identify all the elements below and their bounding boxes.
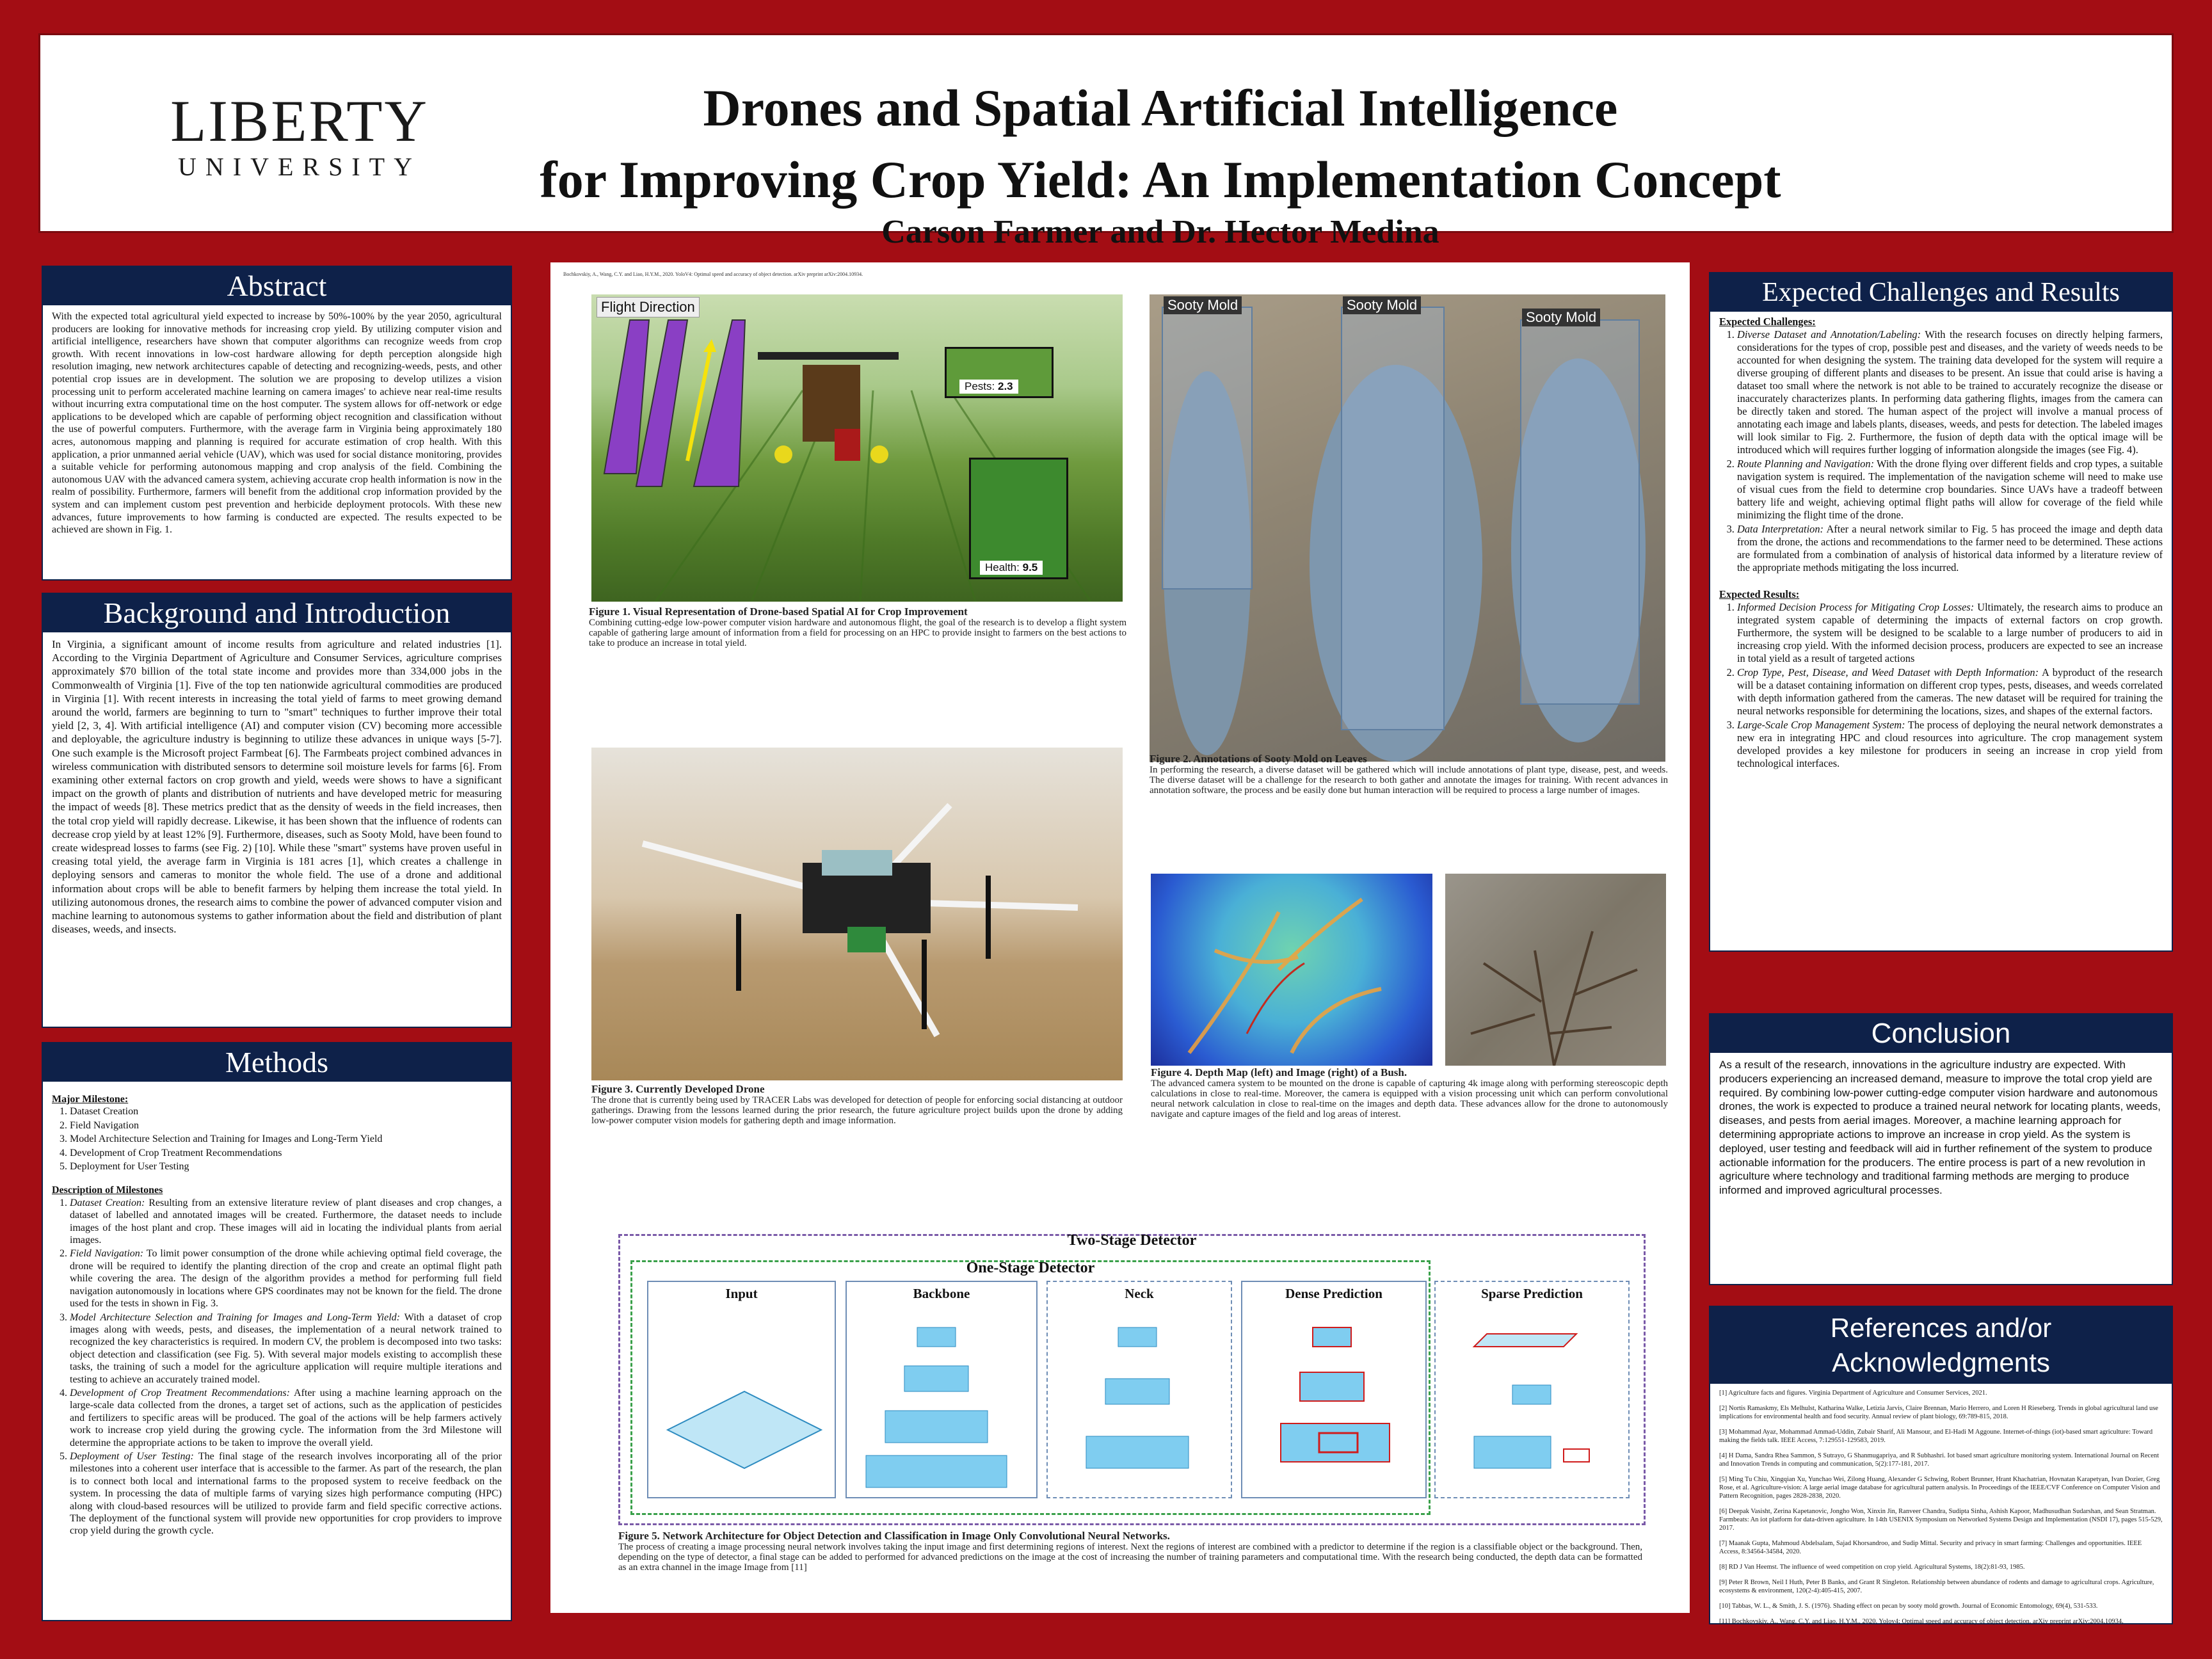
figure-1-title: Figure 1. Visual Representation of Drone-based Spatial AI for Crop Improvement — [589, 605, 968, 618]
references-heading-line-2: Acknowledgments — [1832, 1347, 2050, 1377]
depth-map-image — [1151, 874, 1432, 1066]
reference-item: [7] Maanak Gupta, Mahmoud Abdelsalam, Sajad Khorsandroo, and Sudip Mittal. Security and privacy in smart farming: Challenges and opportunities. IEEE Access, 8:34564-34584, 2020. — [1719, 1540, 2142, 1555]
methods-body — [43, 1082, 511, 1544]
neck-stage-box — [1046, 1281, 1232, 1498]
sparse-prediction-icon — [1436, 1302, 1631, 1494]
item-name: Informed Decision Process for Mitigating Crop Losses: — [1737, 601, 1975, 613]
sooty-mold-label-3: Sooty Mold — [1522, 309, 1600, 326]
item-name: Model Architecture Selection and Training for Images and Long-Term Yield: — [70, 1311, 400, 1323]
health-inset — [969, 458, 1068, 579]
challenges-section — [1709, 272, 2173, 952]
drone-field-photo — [591, 294, 1123, 602]
sooty-mold-label-2: Sooty Mold — [1343, 296, 1421, 314]
milestone-title: Major Milestone: — [52, 1094, 129, 1105]
title-line-1: Drones and Spatial Artificial Intelligence — [703, 79, 1618, 137]
milestone-list — [52, 1105, 502, 1173]
item-text: A byproduct of the research will be a dataset containing information on different crop types, pests, diseases, and weeds correlated with depth information gathered from the cameras. The new dataset will be required for training the neural networks responsible for determining the locations, sizes, and shapes of the external factors. — [1737, 666, 2163, 717]
dense-prediction-stage-box — [1241, 1281, 1427, 1498]
depth-map-illustration — [1151, 874, 1432, 1066]
drone-illustration — [591, 748, 1123, 1080]
drone-photo — [591, 748, 1123, 1080]
item-text: The final stage of the research involves incorporating all of the prior milestones into a coherent user interface that is accessible to the farmer. As part of the research, the plan is to connect both local and international farms to the proposed system to receive feedback on the system. In processing the data of multiple farms of varying sizes high performance computing (HPC) along with cloud-based resources will be utilized to provide farm and field specific corrective actions. The deployment of the functional system will provide new opportunities for crop providers to improve crop yield during the growth cycle. — [70, 1450, 502, 1537]
figure-2-title: Figure 2. Annotations of Sooty Mold on Leaves — [1150, 753, 1367, 765]
flight-direction-label: Flight Direction — [597, 297, 700, 317]
pests-readout — [959, 380, 1018, 394]
item-text: To limit power consumption of the drone while achieving optimal field coverage, the drone will be required to identify the planting direction of the crop and create an optimal flight path while covering the area. The design of the algorithm provides a method for performing full field navigation autonomously in locations where GPS coordinates may not be known for the field. The drone used for the tests in shown in Fig. 3. — [70, 1248, 502, 1310]
list-item — [1737, 719, 2163, 770]
list-item: 4. Development of Crop Treatment Recommendations — [70, 1147, 502, 1159]
item-name: Dataset Creation: — [70, 1197, 145, 1208]
dense-prediction-icon — [1242, 1302, 1428, 1494]
results-title: Expected Results: — [1719, 588, 1800, 600]
reference-item: [6] Deepak Vasisht, Zerina Kapetanovic, Jongho Won, Xinxin Jin, Ranveer Chandra, Sudipta Sinha, Ashish Kapoor, Madhusudhan Sudarshan, and Sean Stratman. Farmbeats: An iot platform for data-driven agriculture. In 14th USENIX Symposium on Networked Systems Design and Implementation (NSDI 17), pages 515-529, 2017. — [1719, 1508, 2163, 1532]
figure-3-caption — [591, 1084, 1123, 1126]
sooty-mold-photo — [1150, 294, 1665, 762]
item-text: After a neural network similar to Fig. 5 has proceed the image and depth data from the drone, the actions and recommendations to the farmer need to be determined. These actions are formulated from a combination of analysis of historical data informed by a literature review of the appropriate methods mitigating the loss incurred. — [1737, 523, 2163, 573]
title-line-2: for Improving Crop Yield: An Implementation Concept — [540, 150, 1781, 209]
pests-label: Pests: — [965, 380, 995, 392]
item-text: After using a machine learning approach on the large-scale data collected from the drones, a target set of actions, such as the application of pesticides and fertilizers to specific areas will be produced. The goal of the actions will be help farmers actively work to increase crop yield during the growing cycle. The information from the 3rd Milestone will determine the appropriate actions to be taken to improve the overall yield. — [70, 1387, 502, 1448]
two-stage-detector-box — [618, 1234, 1646, 1525]
abstract-section — [42, 266, 512, 581]
item-text: With a dataset of crop images along with weeds, pests, and diseases, the implementation of a neural network trained to recognized the key characteristics is required. In modern CV, the problem is decomposed into two tasks: object detection and classification (see Fig. 5). With several major models existing to accomplish these tasks, the training of such a model for the agriculture application will require multiple iterations and testing to achieve an accurately trained model. — [70, 1311, 502, 1385]
challenges-list — [1719, 328, 2163, 574]
bush-image — [1445, 874, 1666, 1066]
health-label: Health: — [985, 561, 1020, 573]
backbone-layers-icon — [847, 1302, 1039, 1494]
item-name: Data Interpretation: — [1737, 523, 1823, 535]
stage-label: Input — [725, 1286, 758, 1301]
list-item — [70, 1311, 502, 1386]
figure-4-text: The advanced camera system to be mounted on the drone is capable of capturing 4k image along with performing stereoscopic depth calculations in close to real-time. Moreover, the camera is equipped with a vision processing unit which can perform convolutional neural network calculation in close to real-time on the images and depth data. These advances allow for the drone to autonomously navigate and capture images of the field and log areas of interest. — [1151, 1078, 1668, 1119]
list-item — [1737, 458, 2163, 522]
health-value: 9.5 — [1022, 561, 1038, 573]
pests-value: 2.3 — [997, 380, 1013, 392]
results-list — [1719, 601, 2163, 770]
input-tensor-icon — [648, 1302, 837, 1494]
reference-item: [9] Peter R Brown, Neil I Huth, Peter B Banks, and Grant R Singleton. Relationship between abundance of rodents and damage to agricultural crops. Agriculture, ecosystems & environment, 120(2-4):405-415, 2007. — [1719, 1579, 2154, 1594]
conclusion-heading: Conclusion — [1710, 1014, 2172, 1053]
figure-1-caption — [589, 607, 1126, 648]
challenges-title: Expected Challenges: — [1719, 316, 1816, 328]
reference-item: [3] Mohammad Ayaz, Mohammad Ammad-Uddin, Zubair Sharif, Ali Mansour, and El-Hadi M Aggoune. Internet-of-things (iot)-based smart agriculture: Toward making the fields talk. IEEE Access, 7:129551-129583, 2019. — [1719, 1429, 2153, 1444]
poster-header — [38, 33, 2174, 250]
references-section — [1709, 1306, 2173, 1624]
item-name: Crop Type, Pest, Disease, and Weed Dataset with Depth Information: — [1737, 666, 2039, 678]
item-text: With the research focuses on directly helping farmers, considerations for the types of crop, possible pest and diseases, and the variety of weeds needs to be accounted for when designing the system. The training data developed for the system will require a diverse grouping of different plants and diseases to be present. An issue that could arise is having a dataset too small where the network is not able to be trained to accurately recognize the disease or inaccurately characterizes plants. In performing data gathering flights, images from the camera can be directly taken and stored. The human aspect of the project will involve a manual process of annotating each image and labels plants, diseases, weeds, and pests for detection. The labeled images will look similar to Fig. 2. Furthermore, the fusion of depth data with the optical image will be introduced which will requires further logging of information alongside the images (see Fig. 4). — [1737, 328, 2163, 456]
logo-wordmark: LIBERTY — [170, 88, 429, 154]
item-name: Field Navigation: — [70, 1248, 144, 1260]
reference-item: [2] Nortis Ramaskmy, Els Melhulst, Katharina Walke, Letizia Jarvis, Claire Brennan, Mario Herrero, and Loren H Rieseberg. Trends in global agricultural land use implications for environmental health and food security. Annual review of plant biology, 69:789-815, 2018. — [1719, 1405, 2158, 1420]
panel-reference-note: Bochkovskiy, A., Wang, C.Y. and Liao, H.Y.M., 2020. YoloV4: Optimal speed and accuracy of object detection. arXiv preprint arXiv:2004.10934. — [563, 271, 863, 277]
figure-2-text: In performing the research, a diverse dataset will be gathered which will include annotations of plant type, disease, pest, and weeds. The diverse dataset will be a challenge for the research to both gather and annotate the images for training. With recent advances in annotation software, the process and be easily done but human interaction will be required to process a large number of images. — [1150, 765, 1668, 796]
references-heading — [1710, 1307, 2172, 1384]
reference-item: [1] Agriculture facts and figures. Virginia Department of Agriculture and Consumer Services, 2021. — [1719, 1390, 1987, 1397]
neck-layers-icon — [1048, 1302, 1233, 1494]
background-section — [42, 593, 512, 1028]
reference-item: [8] RD J Van Heemst. The influence of weed competition on crop yield. Agricultural Systems, 18(2):81-93, 1985. — [1719, 1564, 2025, 1571]
conclusion-section — [1709, 1013, 2173, 1285]
reference-item: [5] Ming Tu Chiu, Xingqian Xu, Yunchao Wei, Zilong Huang, Alexander G Schwing, Robert Brunner, Hrant Khachatrian, Hovnatan Karapetyan, Ivan Dozier, Greg Rose, et al. Agriculture-vision: A large aerial image database for agricultural pattern analysis. In Proceedings of the IEEE/CVF Conference on Computer Vision and Pattern Recognition, pages 2828-2838, 2020. — [1719, 1476, 2160, 1500]
figure-5-caption — [618, 1531, 1642, 1573]
list-item — [70, 1197, 502, 1247]
input-stage-box — [647, 1281, 836, 1498]
list-item: 5. Deployment for User Testing — [70, 1160, 502, 1173]
abstract-text: With the expected total agricultural yield expected to increase by 50%-100% by the year 2050, agricultural producers are looking for innovative methods for increasing crop yield. By utilizing computer vision and artificial intelligence, researchers have shown that computer algorithms can recognize weeds from crop growth. With recent innovations in low-cost hardware allowing for depth perception alongside high resolution imaging, new network architectures capable of detecting and recognizing-weeds, pests, and other potential crop issues are in development. The solution we are proposing to develop utilizes a vision processing unit to perform accelerated machine learning on camera images' to achieve near real-time results without incurring extra computational time on the host computer. The system allows for off-network or edge applications to be developed which are capable of performing object recognition and classification without the use of powerful computers. Furthermore, with the average farm in Virginia being approximately 180 acres, autonomous mapping and planning is required for accurate estimation of crop health. With this application, a prior unmanned aerial vehicle (UAV), which was used for social distance monitoring, provides a suitable vehicle for performing autonomous mapping and crop analysis of the field. Combining the autonomous UAV with the advanced camera system, achieving accurate crop health information is now in the realm of possibility. Furthermore, farmers will benefit from the additional crop information provided by the system and can implement custom pest prevention and herbicide deployment protocols. With these new advances, future improvements to how farming is conducted are expected. The results expected to be achieved are shown in Fig. 1. — [52, 311, 502, 536]
item-name: Development of Crop Treatment Recommendations: — [70, 1387, 290, 1399]
pests-inset — [945, 347, 1054, 398]
item-name: Large-Scale Crop Management System: — [1737, 719, 1905, 731]
sooty-mold-illustration — [1150, 294, 1665, 762]
one-stage-detector-label: One-Stage Detector — [966, 1260, 1095, 1276]
two-stage-detector-label: Two-Stage Detector — [1067, 1232, 1197, 1249]
list-item — [1737, 328, 2163, 456]
list-item — [1737, 601, 2163, 665]
stage-label: Dense Prediction — [1285, 1286, 1382, 1301]
challenges-heading: Expected Challenges and Results — [1710, 273, 2172, 312]
health-readout — [980, 561, 1043, 575]
sparse-prediction-stage-box — [1434, 1281, 1630, 1498]
sooty-mold-label-1: Sooty Mold — [1164, 296, 1242, 314]
figure-1-text: Combining cutting-edge low-power computer vision hardware and autonomous flight, the goal of the research is to develop a flight system capable of gathering large amount of information from a field for processing on an HPC to provide insight to farmers on the best actions to take to produce an increase in total yield. — [589, 618, 1126, 648]
figure-5-title: Figure 5. Network Architecture for Object Detection and Classification in Image Only Convolutional Neural Networks. — [618, 1530, 1170, 1542]
list-item — [1737, 523, 2163, 574]
reference-item: [10] Tabbas, W. L., & Smith, J. S. (1976). Shading effect on pecan by sooty mold growth. Journal of Economic Entomology, 69(4), 531-533. — [1719, 1603, 2098, 1610]
backbone-stage-box — [846, 1281, 1038, 1498]
abstract-heading: Abstract — [43, 267, 511, 305]
list-item — [70, 1247, 502, 1310]
conclusion-text: As a result of the research, innovations in the agriculture industry are expected. With producers experiencing an increased demand, measure to improve the total crop yield are required. By combining low-power cutting-edge computer vision hardware and autonomous drones, the work is expected to produce a trained neural network for locating plants, weeds, diseases, and pests from aerial images. Moreover, a machine learning approach for determining appropriate actions to improve an increase in crop yield. As the system is deployed, user testing and feedback will aid in further refinement of the system to produce actionable information for the producers. The entire process is part of a new revolution in agriculture where technology and traditional farming methods are merging to produce informed and improved agricultural processes. — [1719, 1059, 2161, 1197]
figure-3-text: The drone that is currently being used by TRACER Labs was developed for detection of people for enforcing social distancing at outdoor gatherings. Drawing from the lessons learned during the prior research, the future agriculture project builds upon the drone by adding low-power computer vision models for gathering depth and image information. — [591, 1095, 1123, 1126]
item-text: Ultimately, the research aims to produce an integrated system capable of determining the impacts of external factors on crop growth. Furthermore, the system will be designed to be scalable to a large number of producers to aid in increasing crop yield. With the informed decision process, producers are expected to see an increase in total yield as a result of targeted actions — [1737, 601, 2163, 664]
figure-2-caption — [1150, 754, 1668, 796]
references-heading-line-1: References and/or — [1830, 1313, 2052, 1343]
list-item — [70, 1450, 502, 1537]
item-text: The process of deploying the neural network demonstrates a new era in integrating HPC and cloud resources into agriculture. The crop management system developed provides a key milestone for producers in seeing an increase in crop yield from technological interfaces. — [1737, 719, 2163, 769]
list-item: 1. Dataset Creation — [70, 1105, 502, 1118]
stage-label: Neck — [1125, 1286, 1154, 1301]
references-list — [1710, 1384, 2172, 1638]
item-text: With the drone flying over different fields and crop types, a suitable navigation system is required. The implementation of the navigation scheme will need to make use of visual cues from the field to determine crop boundaries. Since UAVs have a tradeoff between battery life and weight, achieving optimal flight paths will allow for coverage of the field while minimizing the flight time of the drone. — [1737, 458, 2163, 521]
reference-item: [4] H Dama, Sandra Rhea Sammon, S Sutrayo, G Shanmugapriya, and R Subhashri. Iot based smart agriculture monitoring system. International Journal on Recent and Innovation Trends in computing and communication, 5(2):177-181, 2017. — [1719, 1452, 2160, 1468]
list-item: 2. Field Navigation — [70, 1119, 502, 1132]
list-item — [70, 1387, 502, 1449]
background-heading: Background and Introduction — [43, 594, 511, 632]
logo-subtitle: UNIVERSITY — [178, 152, 421, 181]
figure-4-caption — [1151, 1068, 1668, 1119]
methods-heading: Methods — [43, 1043, 511, 1082]
item-name: Diverse Dataset and Annotation/Labeling: — [1737, 328, 1921, 341]
item-text: Resulting from an extensive literature review of plant diseases and crop changes, a dataset of labelled and annotated images will be created. Furthermore, the dataset needs to include images of the host plant and crop. These images will aid in locating the individual plants from aerial images. — [70, 1197, 502, 1246]
figures-panel — [550, 262, 1690, 1613]
item-name: Route Planning and Navigation: — [1737, 458, 1875, 470]
liberty-logo — [152, 88, 447, 181]
methods-section — [42, 1042, 512, 1621]
poster-authors: Carson Farmer and Dr. Hector Medina — [881, 214, 1439, 250]
description-title: Description of Milestones — [52, 1185, 163, 1196]
challenges-body — [1710, 312, 2172, 776]
list-item — [1737, 666, 2163, 717]
item-name: Deployment of User Testing: — [70, 1450, 194, 1462]
list-item: 3. Model Architecture Selection and Training for Images and Long-Term Yield — [70, 1133, 502, 1145]
figure-3-title: Figure 3. Currently Developed Drone — [591, 1083, 765, 1095]
poster-title — [424, 72, 1896, 216]
figure-5-text: The process of creating a image processing neural network involves taking the input image and first determining regions of interest. Next the regions of interest are combined with a predictor to determine if the region is a classifiable object or the background. Then, depending on the type of detector, a final stage can be added to performed for advanced predictions on the image at the cost of increasing the number of training parameters and computational time. With the research being conducted, the depth data can be formatted as an extra channel in the image Image from [11] — [618, 1542, 1642, 1573]
background-text: In Virginia, a significant amount of income results from agriculture and related industries [1]. According to the Virginia Department of Agriculture and Consumer Services, agriculture comprises approximately $70 billion of the total state income and provides more than 334,000 jobs in the Commonwealth of Virginia [1]. Five of the top ten nationwide agricultural commodities are produced in Virginia [1]. With recent interests in increasing the total yield of farms to meet growing demand around the world, farmers are beginning to turn to "smart" techniques to further improve their total yield [2, 3, 4]. With artificial intelligence (AI) and computer vision (CV) becoming more accessible and deployable, the agriculture industry is beginning to utilize these advances in unique ways [5-7]. One such example is the Microsoft project Farmbeat [6]. The Farmbeats project combined advances in wireless communication with distributed sensors to determine soil moisture levels for farms [6]. From examining other external factors on crop growth and yield, weeds were shows to have a significant impact on the growth of plants and distribution of nutrients and have developed metric for measuring the impact of weeds [8]. These metrics predict that as the density of weeds in the field increases, then the total crop yield will rapidly decrease. Likewise, it has been shown that the influence of rodents can decrease crop yield by at least 12% [9]. Furthermore, diseases, such as Sooty Mold, have been found to create widespread losses to farms (see Fig. 2) [10]. While these "smart" systems have proven useful in creasing total yield, the average farm in Virginia is 181 acres [1], which creates a challenge in deploying sensors and cameras to monitor the whole field. The use of a drone and additional information about crops will be able to benefit farmers by helping them increase the total yield. In utilizing autonomous drones, the research aims to combine the power of advanced computer vision and machine learning to autonomous systems to gather information about the field and distribution of plant diseases, weeds, and insects. — [52, 638, 502, 936]
stage-label: Sparse Prediction — [1481, 1286, 1583, 1301]
figure-4-title: Figure 4. Depth Map (left) and Image (right) of a Bush. — [1151, 1066, 1407, 1078]
description-list — [52, 1197, 502, 1537]
reference-item: [11] Bochkovskiy, A., Wang, C.Y. and Liao, H.Y.M., 2020. Yolov4: Optimal speed and accuracy of object detection. arXiv preprint arXiv:2004.10934. — [1719, 1618, 2124, 1625]
bush-illustration — [1445, 874, 1666, 1066]
stage-label: Backbone — [913, 1286, 970, 1301]
